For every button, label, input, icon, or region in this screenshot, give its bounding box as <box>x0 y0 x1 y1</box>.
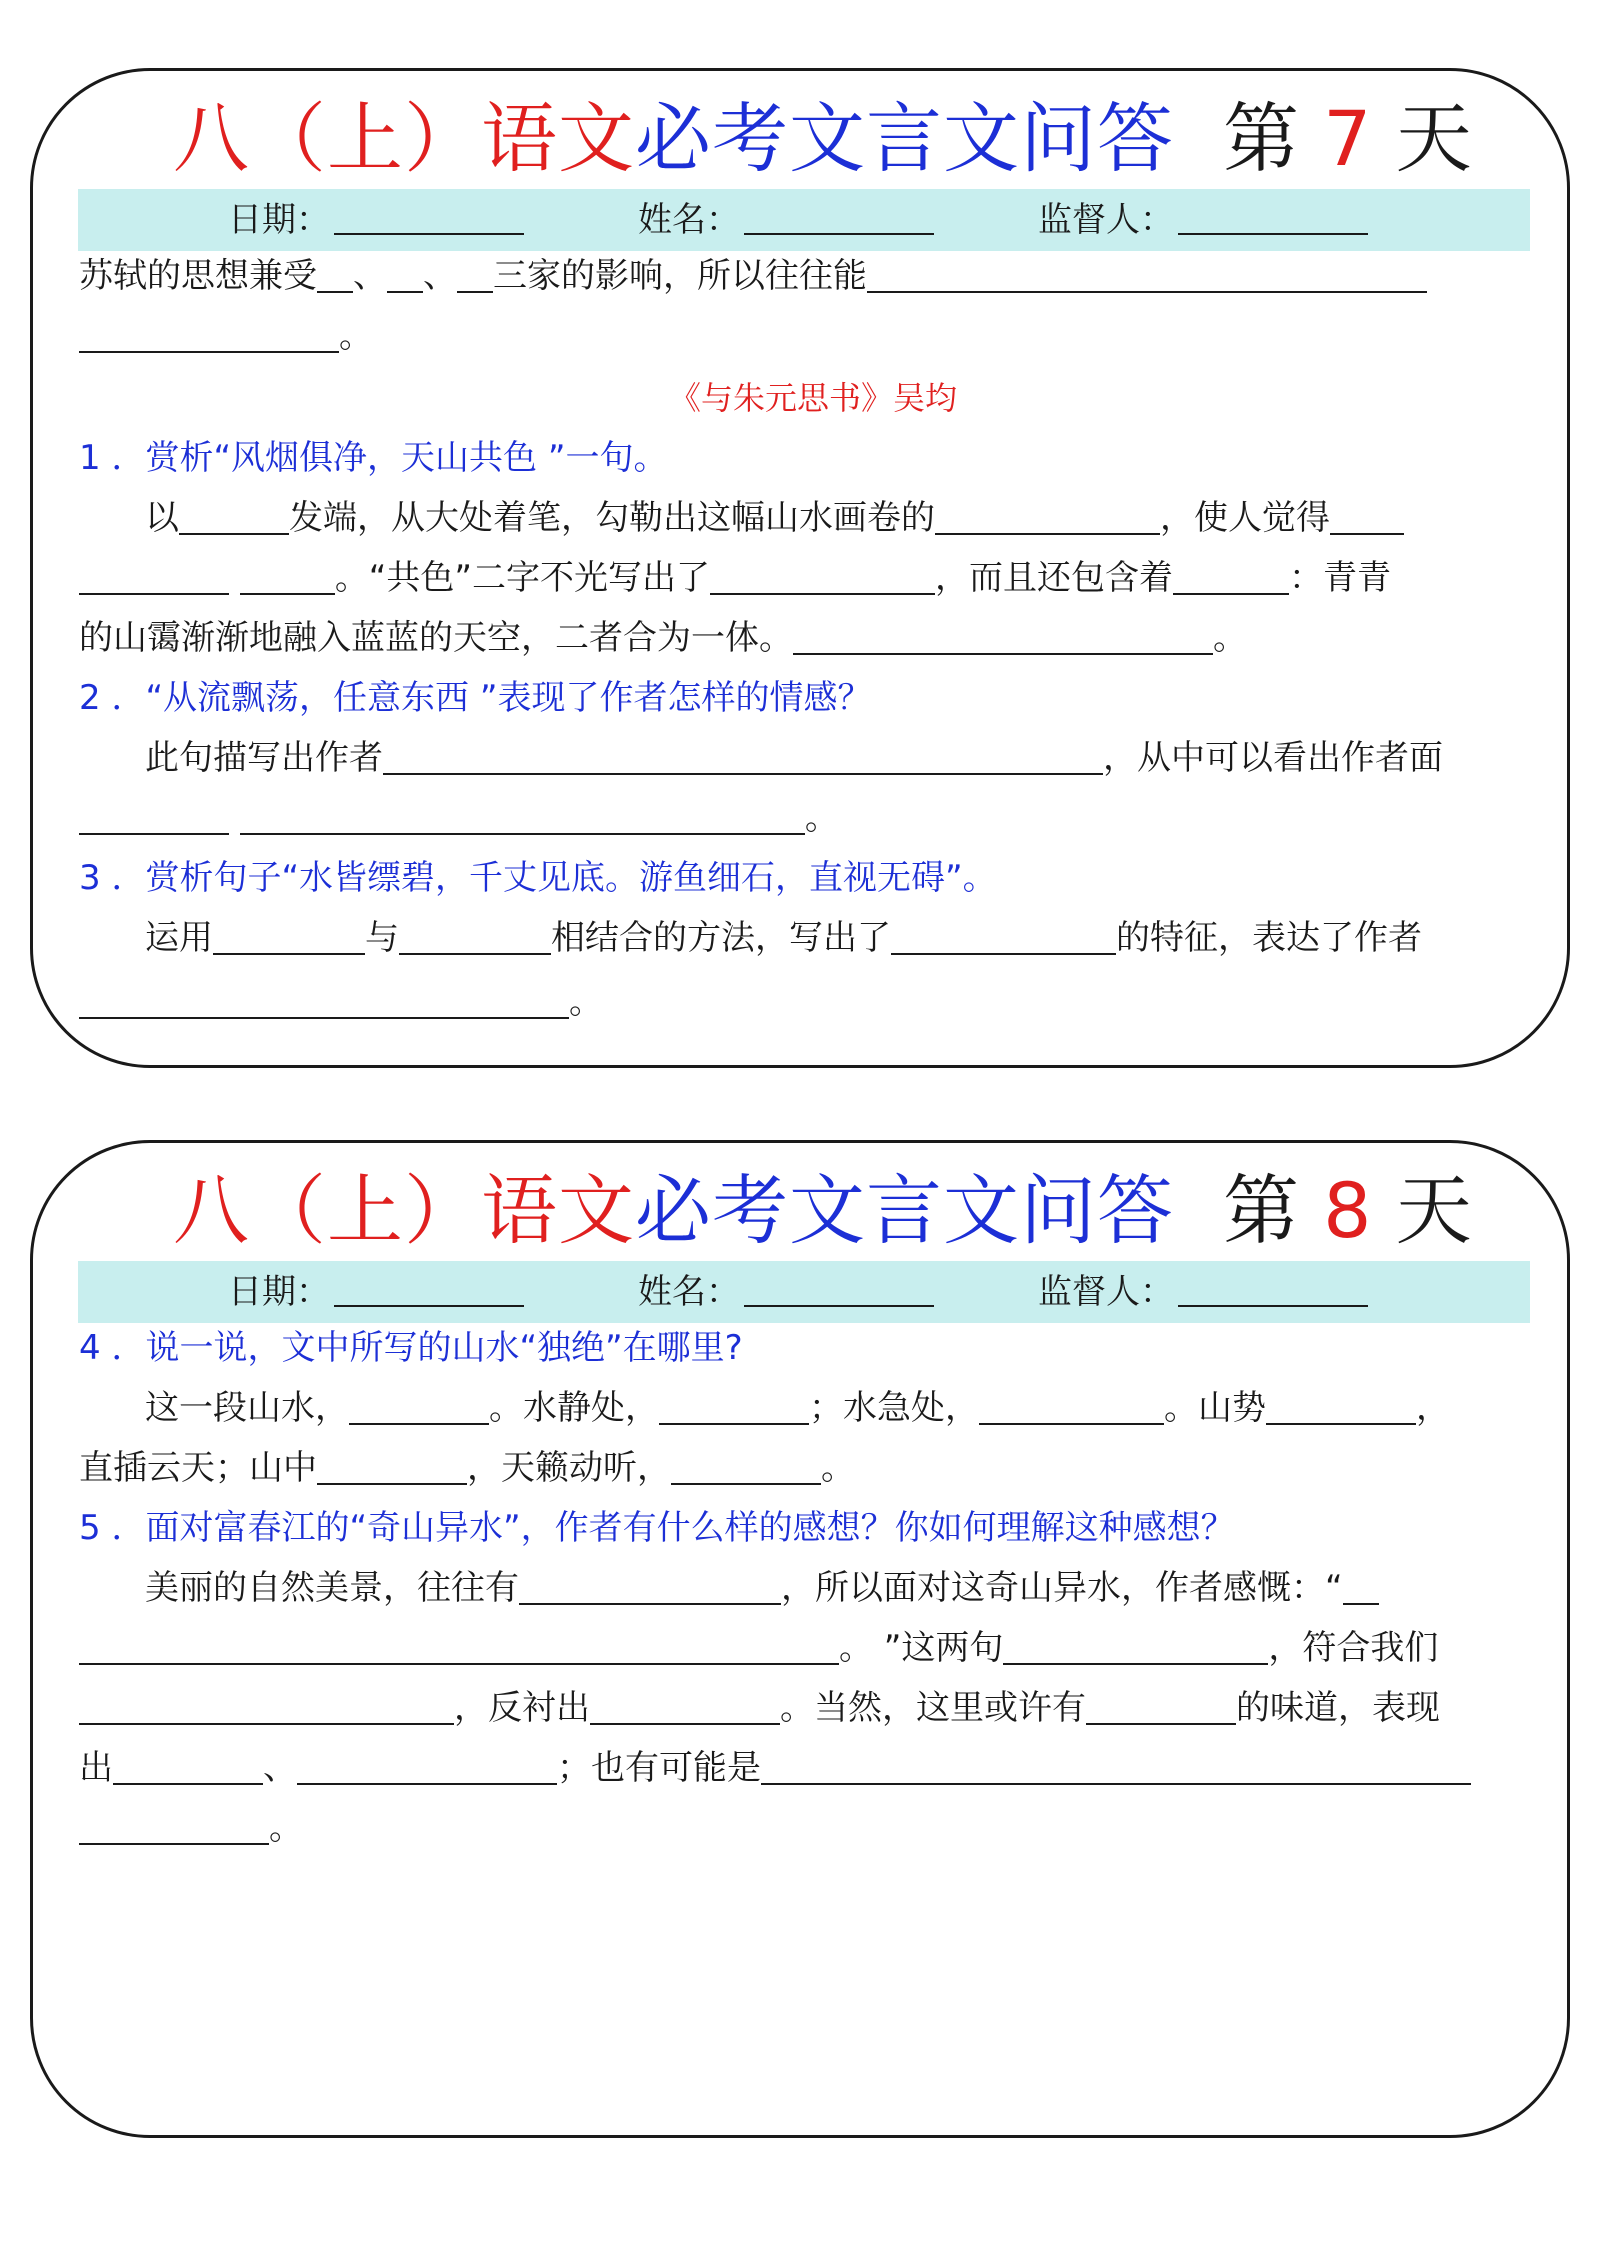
blank[interactable] <box>317 1445 467 1485</box>
blank[interactable] <box>761 1745 1471 1785</box>
day-label: 第 8 天 <box>1223 1166 1472 1255</box>
blank[interactable] <box>79 1685 454 1725</box>
blank[interactable] <box>1330 495 1404 535</box>
blank[interactable] <box>659 1385 809 1425</box>
blank[interactable] <box>867 253 1427 293</box>
blank[interactable] <box>297 1745 557 1785</box>
blank[interactable] <box>113 1745 263 1785</box>
blank[interactable] <box>891 915 1116 955</box>
blank[interactable] <box>387 253 423 293</box>
info-bar <box>78 189 1530 251</box>
card-header <box>33 1161 1567 1261</box>
blank[interactable] <box>935 495 1160 535</box>
supervisor-field[interactable]: 监督人： <box>1038 189 1368 251</box>
blank[interactable] <box>590 1685 780 1725</box>
source-title: 《与朱元思书》吴均 <box>669 379 958 417</box>
blank[interactable] <box>457 253 493 293</box>
blank[interactable] <box>979 1385 1164 1425</box>
name-field[interactable]: 姓名： <box>638 1261 934 1323</box>
date-field[interactable]: 日期： <box>228 1261 524 1323</box>
blank[interactable] <box>383 735 1103 775</box>
card-title: 八（上）语文必考文言文问答 <box>173 94 1174 183</box>
card-header <box>33 89 1567 189</box>
supervisor-field[interactable]: 监督人： <box>1038 1261 1368 1323</box>
question-3: 3 ．赏析句子“水皆缥碧，千丈见底。游鱼细石，直视无碍”。 <box>79 858 997 898</box>
blank[interactable] <box>793 615 1213 655</box>
blank[interactable] <box>240 795 805 835</box>
worksheet-card-day8: 八（上）语文必考文言文问答 第 8 天 日期： 姓名： 监督人： 4 ．说一说，文中所写的山水“独绝”在哪里? 这一段山水， 。水静处， ；水急处， 。山势 ， 直插云天；山中 ，天籁动听， 。 5 ．面对富春江的“奇山异水”，作者有什么样的感想？你如何理解这种感想？ 美丽的自然美景，往往有 ，所以面对这奇山异水，作者感慨：“ 。 ”这两句 ，符合我们 ，反衬出 。当然，这里或许有 的味道，表现 出 、 ；也有可能是 。 <box>30 1140 1570 2138</box>
blank[interactable] <box>79 1625 839 1665</box>
date-field[interactable]: 日期： <box>228 189 524 251</box>
question-1: 1 ．赏析“风烟俱净，天山共色 ”一句。 <box>79 438 668 478</box>
question-5: 5 ．面对富春江的“奇山异水”，作者有什么样的感想？你如何理解这种感想？ <box>79 1508 1235 1548</box>
blank[interactable] <box>710 555 935 595</box>
day-label: 第 7 天 <box>1223 94 1472 183</box>
question-4: 4 ．说一说，文中所写的山水“独绝”在哪里? <box>79 1328 743 1368</box>
blank[interactable] <box>349 1385 489 1425</box>
blank[interactable] <box>1003 1625 1268 1665</box>
question-2: 2 ．“从流飘荡，任意东西 ”表现了作者怎样的情感？ <box>79 678 872 718</box>
intro-line: 苏轼的思想兼受 、 、 三家的影响，所以往往能 <box>79 251 1427 301</box>
blank[interactable] <box>79 1805 269 1845</box>
blank[interactable] <box>213 915 365 955</box>
blank[interactable] <box>79 555 229 595</box>
card-title: 八（上）语文必考文言文问答 <box>173 1166 1174 1255</box>
blank[interactable] <box>1086 1685 1236 1725</box>
blank[interactable] <box>519 1565 781 1605</box>
blank[interactable] <box>79 979 569 1019</box>
blank[interactable] <box>671 1445 821 1485</box>
info-bar <box>78 1261 1530 1323</box>
blank[interactable] <box>1343 1565 1379 1605</box>
blank[interactable] <box>1266 1385 1416 1425</box>
blank[interactable] <box>240 555 335 595</box>
day-number: 8 <box>1323 1166 1372 1255</box>
blank[interactable] <box>1173 555 1289 595</box>
blank[interactable] <box>399 915 551 955</box>
blank[interactable] <box>79 795 229 835</box>
blank[interactable] <box>179 495 289 535</box>
blank[interactable] <box>79 313 339 353</box>
blank[interactable] <box>317 253 353 293</box>
name-field[interactable]: 姓名： <box>638 189 934 251</box>
day-number: 7 <box>1323 94 1372 183</box>
worksheet-card-day7: 八（上）语文必考文言文问答 第 7 天 日期： 姓名： 监督人： 苏轼的思想兼受 、 、 三家的影响，所以往往能 。 《与朱元思书》吴均 1 ．赏析“风烟俱净，天山共色 ”一句。 以 发端，从大处着笔，勾勒出这幅山水画卷的 ，使人觉得 。“共色”二字不光写出了 ，而且还包含着 ：青青 的山霭渐渐地融入蓝蓝的天空，二者合为一体。 。 2 ．“从流飘荡，任意东西 ”表现了作者怎样的情感？ 此句描写出作者 ，从中可以看出作者面 。 3 ．赏析句子“水皆缥碧，千丈见底。游鱼细石，直视无碍”。 运用 与 相结合的方法，写出了 的特征，表达了作者 。 <box>30 68 1570 1068</box>
